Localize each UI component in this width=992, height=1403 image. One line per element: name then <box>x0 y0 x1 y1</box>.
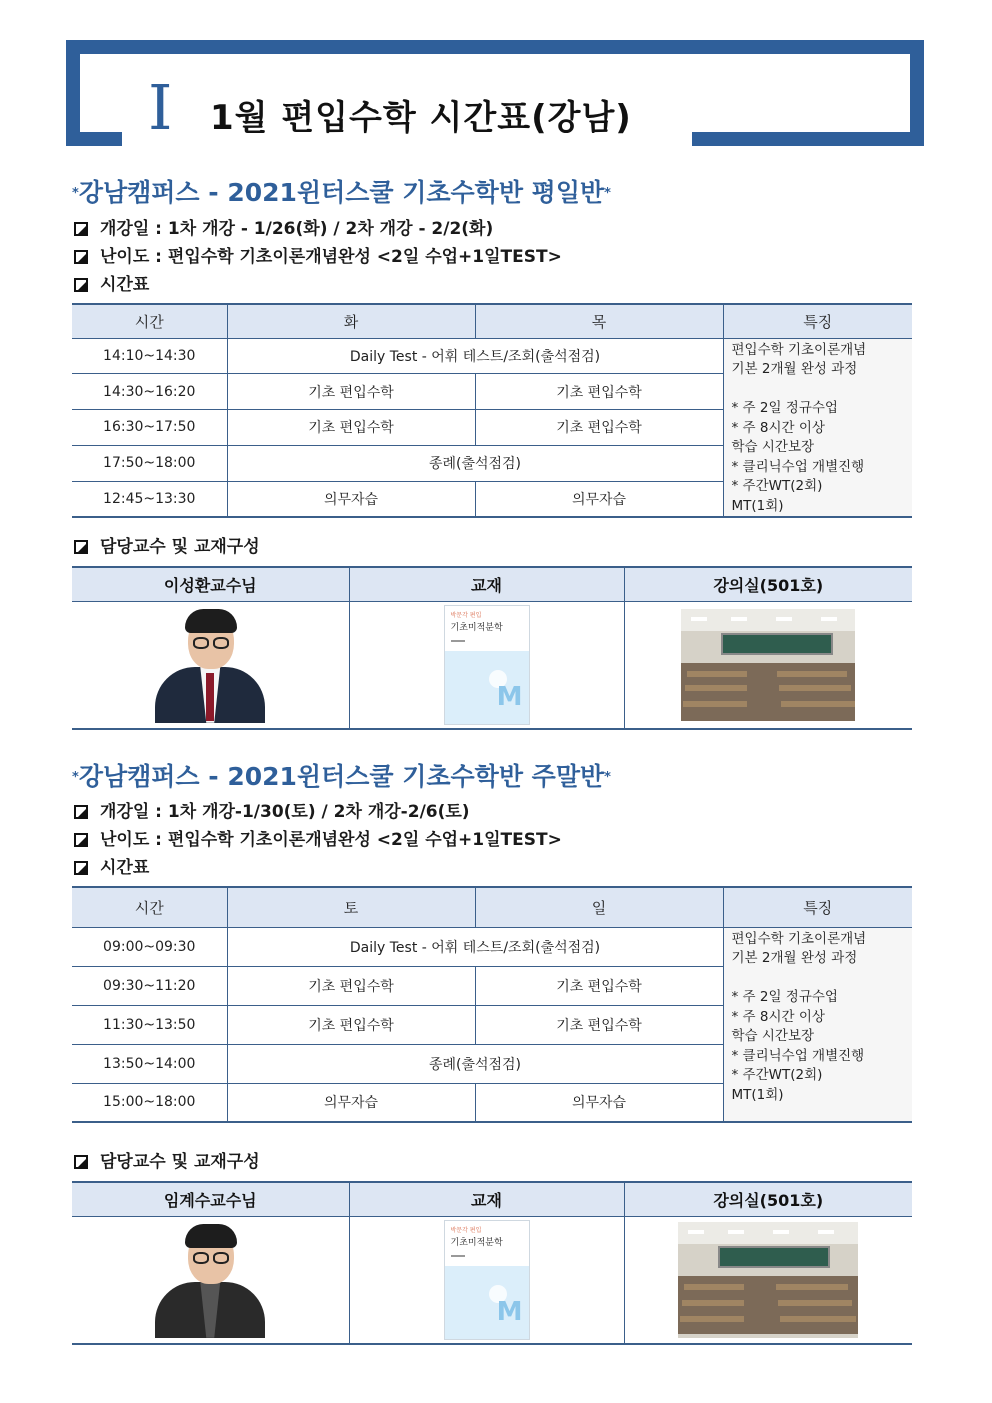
time-cell: 14:30~16:20 <box>72 374 227 410</box>
features-cell: 편입수학 기초이론개념 기본 2개월 완성 과정 * 주 2일 정규수업 * 주 8시간 이상 학습 시간보장 * 클리닉수업 개별진행 * 주간WT(2회) MT(1회) <box>723 927 912 1122</box>
section-roman-numeral: I <box>148 71 173 144</box>
frame-bottom-right-bar <box>692 132 924 146</box>
page-title: 1월 편입수학 시간표(강남) <box>210 98 632 138</box>
time-cell: 13:50~14:00 <box>72 1044 227 1083</box>
info-start-date: 개강일 : 1차 개강 - 1/26(화) / 2차 개강 - 2/2(화) <box>74 217 493 241</box>
classroom-photo <box>678 1222 858 1338</box>
class-cell: 기초 편입수학 <box>475 1005 723 1044</box>
corner-square-icon <box>74 540 88 554</box>
staff-label: 담당교수 및 교재구성 <box>74 535 260 559</box>
corner-square-icon <box>74 1155 88 1169</box>
info-difficulty: 난이도 : 편입수학 기초이론개념완성 <2일 수업+1일TEST> <box>74 245 562 269</box>
time-cell: 12:45~13:30 <box>72 481 227 517</box>
time-cell: 11:30~13:50 <box>72 1005 227 1044</box>
class-cell: 기초 편입수학 <box>475 966 723 1005</box>
professor-name: 이성환교수님 <box>72 567 349 601</box>
classroom-cell <box>624 601 912 729</box>
class-cell: 종례(출석점검) <box>227 445 723 481</box>
textbook-header: 교재 <box>349 567 624 601</box>
time-cell: 09:30~11:20 <box>72 966 227 1005</box>
info-timetable-label: 시간표 <box>74 856 149 880</box>
textbook-header: 교재 <box>349 1182 624 1216</box>
staff-table-weekday <box>72 566 912 730</box>
class-cell: 기초 편입수학 <box>227 966 475 1005</box>
time-cell: 15:00~18:00 <box>72 1083 227 1122</box>
features-cell: 편입수학 기초이론개념 기본 2개월 완성 과정 * 주 2일 정규수업 * 주 8시간 이상 학습 시간보장 * 클리닉수업 개별진행 * 주간WT(2회) MT(1회) <box>723 338 912 517</box>
class-cell: 의무자습 <box>475 1083 723 1122</box>
col-header-day1: 화 <box>227 304 475 338</box>
classroom-photo <box>681 609 855 721</box>
class-cell: Daily Test - 어휘 테스트/조회(출석점검) <box>227 927 723 966</box>
class-cell: 의무자습 <box>475 481 723 517</box>
col-header-day2: 일 <box>475 887 723 927</box>
section-title-text: 강남캠퍼스 - 2021윈터스쿨 기초수학반 평일반 <box>78 178 605 207</box>
info-difficulty: 난이도 : 편입수학 기초이론개념완성 <2일 수업+1일TEST> <box>74 828 562 852</box>
section-title-weekday <box>72 176 611 211</box>
time-cell: 17:50~18:00 <box>72 445 227 481</box>
corner-square-icon <box>74 861 88 875</box>
section-title-weekend <box>72 760 611 795</box>
class-cell: 기초 편입수학 <box>475 410 723 446</box>
table-row <box>72 927 912 966</box>
class-cell: 기초 편입수학 <box>227 410 475 446</box>
col-header-time: 시간 <box>72 304 227 338</box>
class-cell: 의무자습 <box>227 481 475 517</box>
time-cell: 16:30~17:50 <box>72 410 227 446</box>
col-header-features: 특징 <box>723 304 912 338</box>
corner-square-icon <box>74 250 88 264</box>
class-cell: 의무자습 <box>227 1083 475 1122</box>
frame-bottom-left-bar <box>66 132 122 146</box>
textbook-cover: 박문각 편입 기초미적분학 M <box>444 605 530 725</box>
star-icon: * <box>604 770 611 785</box>
corner-square-icon <box>74 805 88 819</box>
professor-photo-cell <box>72 1216 349 1344</box>
star-icon: * <box>604 186 611 201</box>
room-header: 강의실(501호) <box>624 1182 912 1216</box>
star-icon: * <box>72 186 79 201</box>
staff-table-weekend <box>72 1181 912 1345</box>
corner-square-icon <box>74 833 88 847</box>
star-icon: * <box>72 770 79 785</box>
col-header-features: 특징 <box>723 887 912 927</box>
info-start-date: 개강일 : 1차 개강-1/30(토) / 2차 개강-2/6(토) <box>74 800 470 824</box>
class-cell: 종례(출석점검) <box>227 1044 723 1083</box>
classroom-cell <box>624 1216 912 1344</box>
frame-right-bar <box>910 40 924 146</box>
schedule-table-weekday <box>72 303 912 518</box>
professor-photo <box>155 1222 265 1338</box>
textbook-cell <box>349 1216 624 1344</box>
textbook-cell <box>349 601 624 729</box>
class-cell: 기초 편입수학 <box>227 1005 475 1044</box>
m-logo-icon: M <box>496 681 523 712</box>
frame-left-bar <box>66 40 80 146</box>
col-header-time: 시간 <box>72 887 227 927</box>
corner-square-icon <box>74 222 88 236</box>
table-row <box>72 338 912 374</box>
schedule-table-weekend <box>72 886 912 1123</box>
frame-top-bar <box>66 40 924 54</box>
time-cell: 09:00~09:30 <box>72 927 227 966</box>
class-cell: 기초 편입수학 <box>475 374 723 410</box>
corner-square-icon <box>74 278 88 292</box>
professor-name: 임계수교수님 <box>72 1182 349 1216</box>
room-header: 강의실(501호) <box>624 567 912 601</box>
col-header-day2: 목 <box>475 304 723 338</box>
class-cell: Daily Test - 어휘 테스트/조회(출석점검) <box>227 338 723 374</box>
time-cell: 14:10~14:30 <box>72 338 227 374</box>
professor-photo-cell <box>72 601 349 729</box>
textbook-cover: 박문각 편입 기초미적분학 M <box>444 1220 530 1340</box>
m-logo-icon: M <box>496 1296 523 1327</box>
col-header-day1: 토 <box>227 887 475 927</box>
section-title-text: 강남캠퍼스 - 2021윈터스쿨 기초수학반 주말반 <box>78 762 605 791</box>
staff-label: 담당교수 및 교재구성 <box>74 1150 260 1174</box>
info-timetable-label: 시간표 <box>74 273 149 297</box>
professor-photo <box>155 607 265 723</box>
class-cell: 기초 편입수학 <box>227 374 475 410</box>
